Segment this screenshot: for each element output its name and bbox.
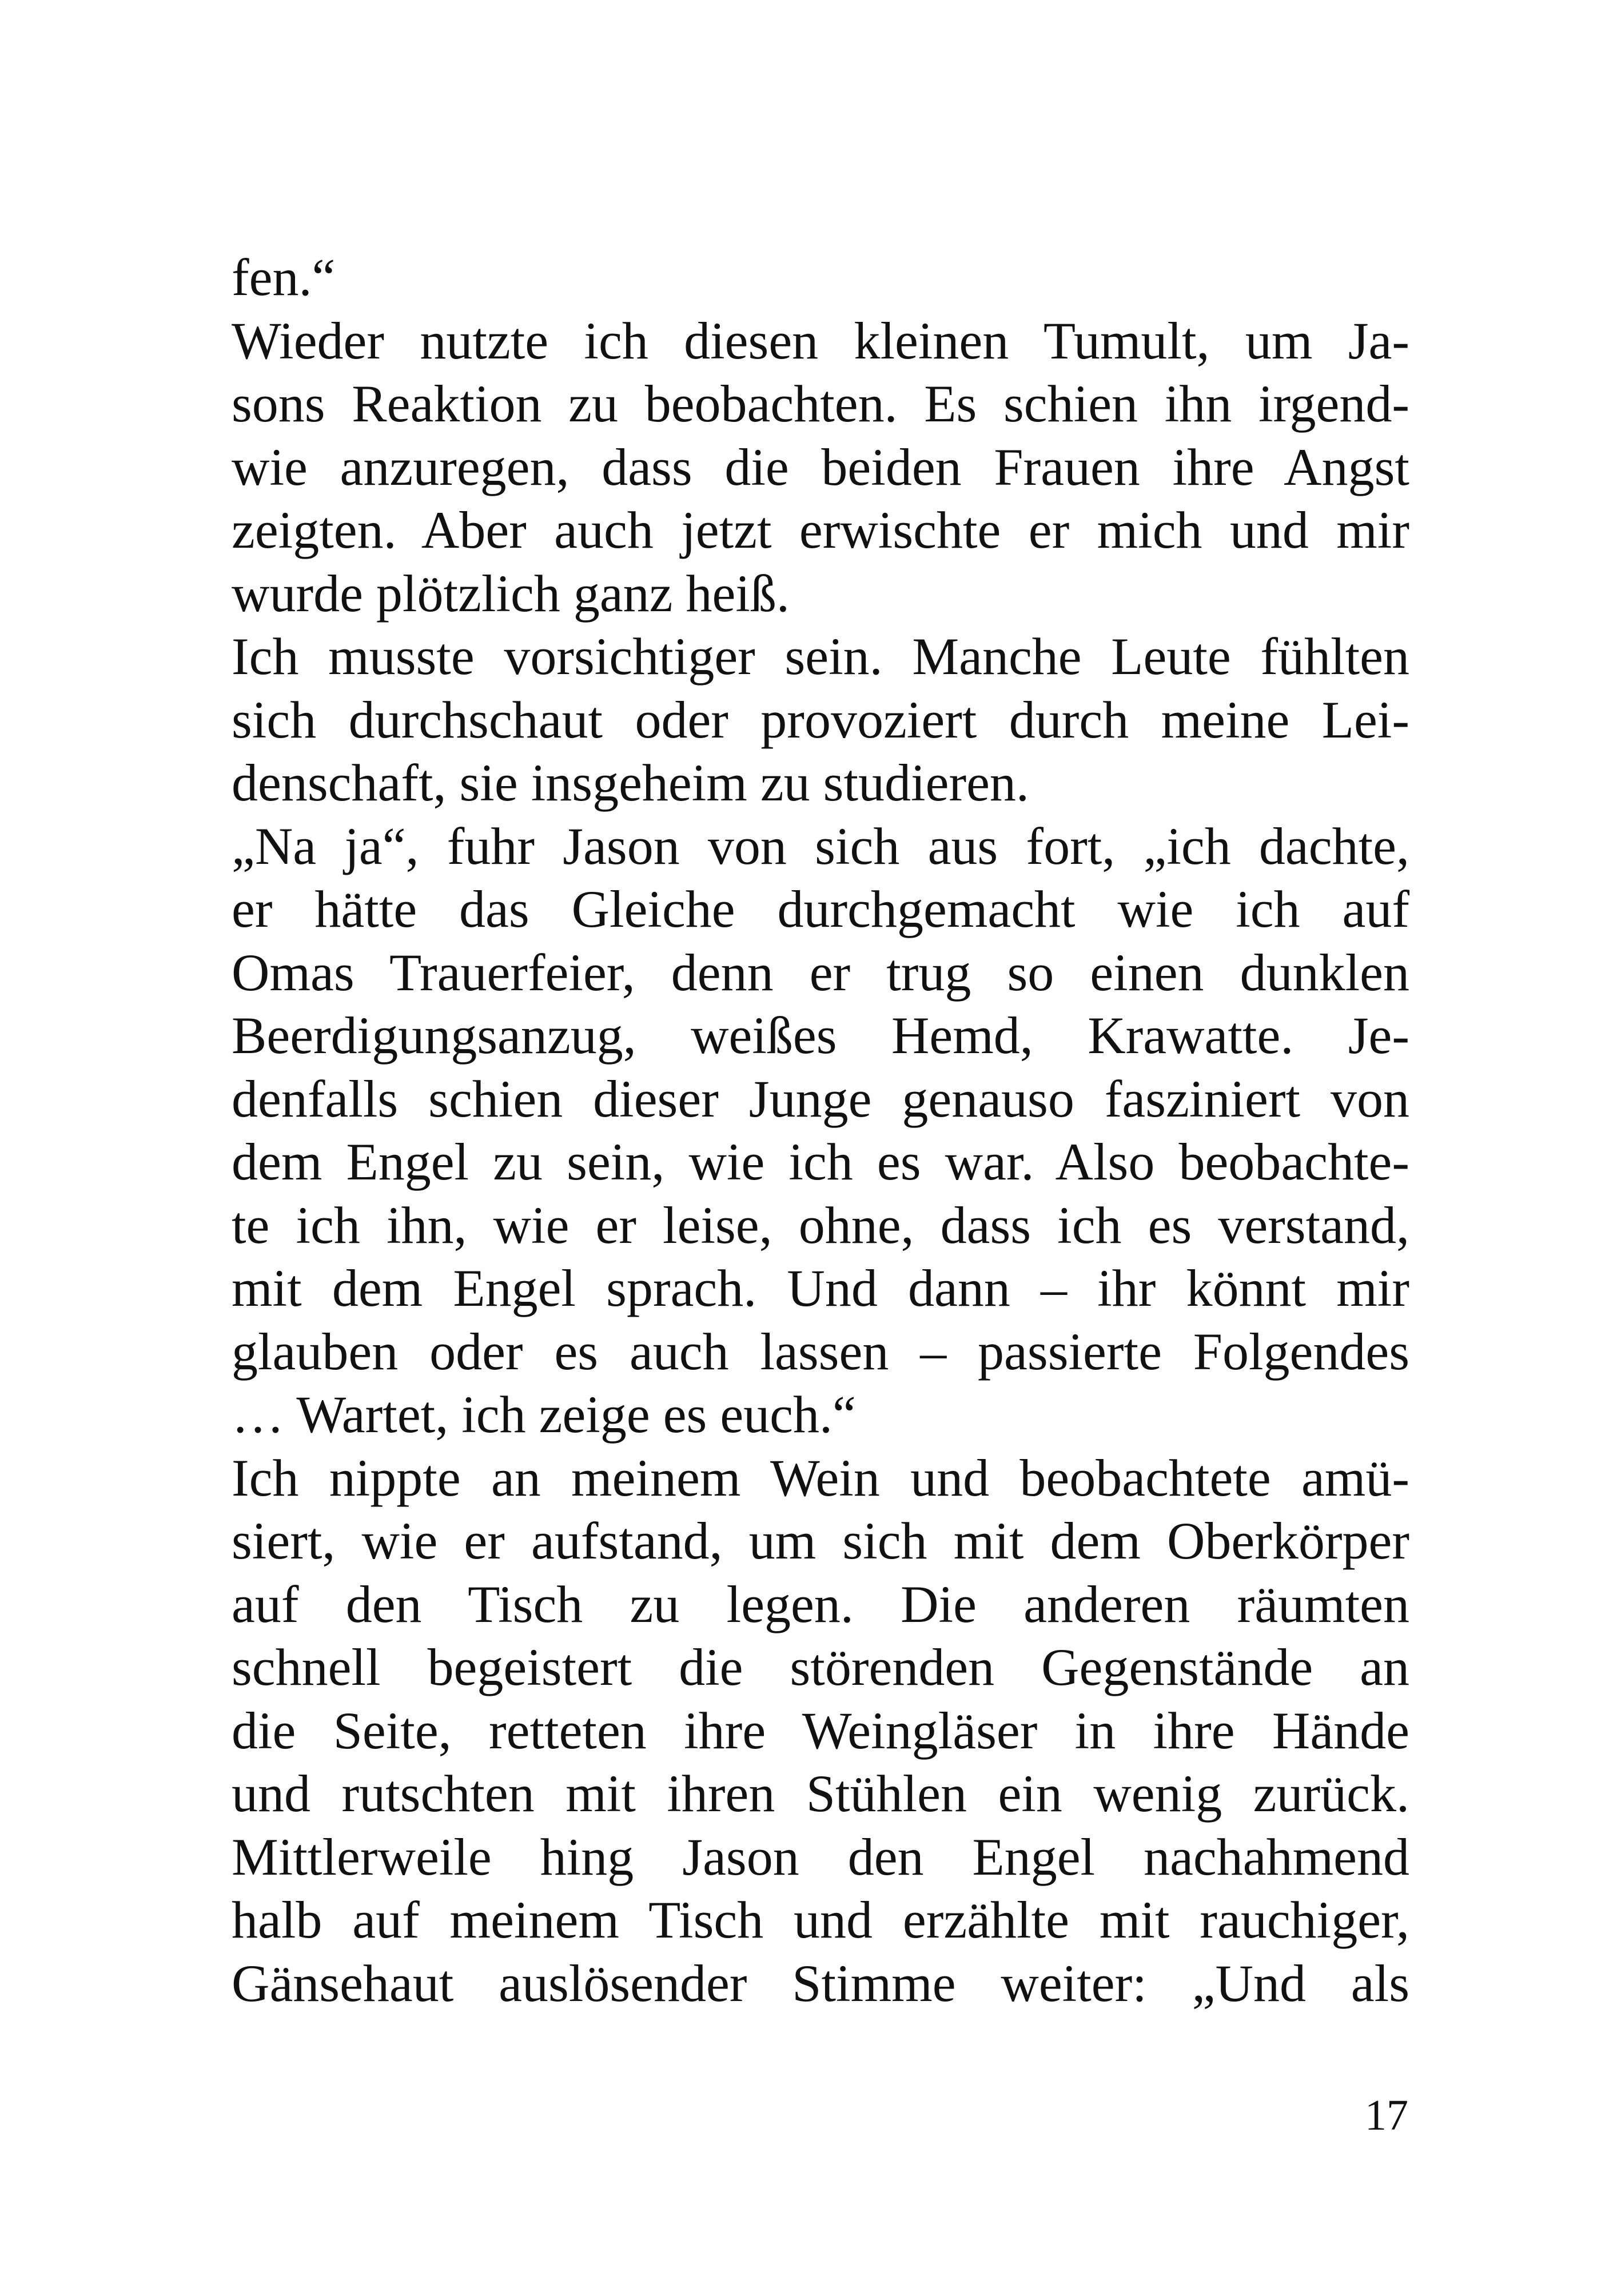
text-line: dem Engel zu sein, wie ich es war. Also beobachte- xyxy=(232,1133,1409,1191)
text-line: er hätte das Gleiche durchgemacht wie ich auf xyxy=(232,880,1409,938)
text-line: wurde plötzlich ganz heiß. xyxy=(232,564,790,623)
text-line: schnell begeistert die störenden Gegenstände an xyxy=(232,1638,1409,1696)
text-line: sich durchschaut oder provoziert durch meine Lei- xyxy=(232,690,1409,749)
text-line: Gänsehaut auslösender Stimme weiter: „Und als xyxy=(232,1954,1409,2012)
text-line: sons Reaktion zu beobachten. Es schien ihn irgend- xyxy=(232,374,1409,433)
text-line: die Seite, retteten ihre Weingläser in ihre Hände xyxy=(232,1701,1409,1760)
text-line: … Wartet, ich zeige es euch.“ xyxy=(232,1385,856,1444)
text-line: Beerdigungsanzug, weißes Hemd, Krawatte. Je- xyxy=(232,1006,1409,1065)
body-text xyxy=(232,246,1409,2015)
text-line: glauben oder es auch lassen – passierte Folgendes xyxy=(232,1322,1409,1381)
text-line: denschaft, sie insgeheim zu studieren. xyxy=(232,754,1029,812)
text-line: Wieder nutzte ich diesen kleinen Tumult, um Ja- xyxy=(232,311,1409,370)
text-line: „Na ja“, fuhr Jason von sich aus fort, „ich dachte, xyxy=(232,816,1409,875)
text-line: auf den Tisch zu legen. Die anderen räumten xyxy=(232,1574,1409,1633)
text-line: mit dem Engel sprach. Und dann – ihr könnt mir xyxy=(232,1259,1409,1317)
text-line: halb auf meinem Tisch und erzählte mit rauchiger, xyxy=(232,1891,1409,1949)
text-line: zeigten. Aber auch jetzt erwischte er mich und mir xyxy=(232,501,1409,559)
text-line: wie anzuregen, dass die beiden Frauen ihre Angst xyxy=(232,437,1409,496)
text-line: und rutschten mit ihren Stühlen ein wenig zurück. xyxy=(232,1764,1409,1823)
text-line: Omas Trauerfeier, denn er trug so einen dunklen xyxy=(232,943,1409,1002)
text-line: Mittlerweile hing Jason den Engel nachahmend xyxy=(232,1827,1409,1886)
text-line: te ich ihn, wie er leise, ohne, dass ich es verstand, xyxy=(232,1195,1409,1254)
text-line: Ich musste vorsichtiger sein. Manche Leute fühlten xyxy=(232,627,1409,685)
text-line: fen.“ xyxy=(232,248,336,306)
text-line: Ich nippte an meinem Wein und beobachtete amü- xyxy=(232,1448,1409,1507)
text-line: denfalls schien dieser Junge genauso fasziniert von xyxy=(232,1069,1409,1128)
page-number: 17 xyxy=(1365,2091,1408,2139)
text-line: siert, wie er aufstand, um sich mit dem Oberkörper xyxy=(232,1512,1409,1570)
